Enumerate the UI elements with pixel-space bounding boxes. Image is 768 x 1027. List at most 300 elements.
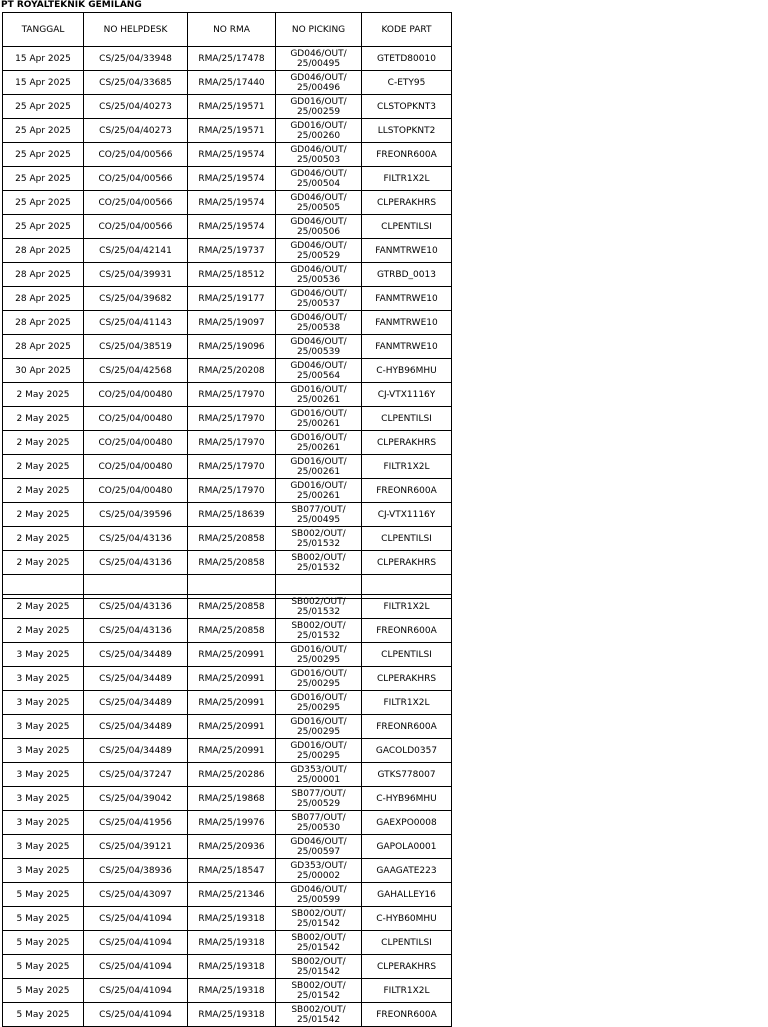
cell-no-helpdesk: CS/25/04/38519 — [84, 335, 188, 359]
table-row — [3, 119, 452, 143]
cell-tanggal: 5 May 2025 — [3, 955, 84, 979]
cell-kode-part: CLPERAKHRS — [362, 955, 452, 979]
cell-no-helpdesk: CO/25/04/00566 — [84, 215, 188, 239]
cell-kode-part: CLSTOPKNT3 — [362, 95, 452, 119]
cell-kode-part: GTKS778007 — [362, 763, 452, 787]
cell-kode-part: FREONR600A — [362, 479, 452, 503]
cell-no-rma: RMA/25/20858 — [188, 551, 276, 575]
picking-line-2: 25/01542 — [296, 1014, 341, 1025]
cell-tanggal: 15 Apr 2025 — [3, 71, 84, 95]
table-row — [3, 359, 452, 383]
picking-line-2: 25/01532 — [296, 562, 341, 573]
picking-line-2: 25/00599 — [296, 894, 341, 905]
cell-kode-part: FILTR1X2L — [362, 455, 452, 479]
cell-kode-part: GTRBD_0013 — [362, 263, 452, 287]
cell-no-rma: RMA/25/17970 — [188, 479, 276, 503]
cell-no-picking — [276, 383, 362, 407]
picking-line-2: 25/01532 — [296, 538, 341, 549]
cell-no-helpdesk: CO/25/04/00480 — [84, 479, 188, 503]
cell-kode-part: CLPENTILSI — [362, 931, 452, 955]
cell-tanggal: 3 May 2025 — [3, 811, 84, 835]
picking-line-1: GD046/OUT/ — [290, 264, 347, 275]
cell-tanggal: 2 May 2025 — [3, 479, 84, 503]
picking-line-2: 25/00496 — [296, 82, 341, 93]
cell-no-picking — [276, 167, 362, 191]
cell-no-picking — [276, 859, 362, 883]
cell-no-rma: RMA/25/18547 — [188, 859, 276, 883]
table-row — [3, 431, 452, 455]
report-table-page-1 — [2, 12, 452, 599]
cell-kode-part: CLPENTILSI — [362, 643, 452, 667]
picking-line-1: GD016/OUT/ — [290, 692, 347, 703]
cell-no-rma: RMA/25/20286 — [188, 763, 276, 787]
cell-tanggal: 3 May 2025 — [3, 835, 84, 859]
cell-tanggal: 3 May 2025 — [3, 715, 84, 739]
cell-no-rma: RMA/25/19318 — [188, 907, 276, 931]
cell-kode-part: FANMTRWE10 — [362, 311, 452, 335]
cell-no-picking — [276, 667, 362, 691]
picking-line-2: 25/00536 — [296, 274, 341, 285]
cell-no-picking — [276, 455, 362, 479]
table-row — [3, 715, 452, 739]
cell-no-helpdesk: CS/25/04/33948 — [84, 47, 188, 71]
table-row — [3, 95, 452, 119]
cell-no-helpdesk: CS/25/04/41094 — [84, 931, 188, 955]
cell-no-picking — [276, 431, 362, 455]
cell-no-rma: RMA/25/19318 — [188, 979, 276, 1003]
cell-no-helpdesk: CS/25/04/43136 — [84, 619, 188, 643]
table-row — [3, 931, 452, 955]
cell-no-rma: RMA/25/20991 — [188, 715, 276, 739]
cell-tanggal: 25 Apr 2025 — [3, 119, 84, 143]
table-row — [3, 907, 452, 931]
cell-no-rma: RMA/25/20858 — [188, 595, 276, 619]
cell-no-rma: RMA/25/19177 — [188, 287, 276, 311]
cell-kode-part: CLPERAKHRS — [362, 431, 452, 455]
cell-no-rma: RMA/25/19318 — [188, 931, 276, 955]
cell-no-rma: RMA/25/20208 — [188, 359, 276, 383]
cell-no-helpdesk: CS/25/04/39682 — [84, 287, 188, 311]
table-row — [3, 71, 452, 95]
table-row — [3, 287, 452, 311]
picking-line-2: 25/00001 — [296, 774, 341, 785]
cell-tanggal: 5 May 2025 — [3, 907, 84, 931]
table-row — [3, 335, 452, 359]
cell-no-helpdesk: CS/25/04/41094 — [84, 907, 188, 931]
picking-line-1: GD046/OUT/ — [290, 884, 347, 895]
cell-no-rma: RMA/25/19574 — [188, 167, 276, 191]
cell-tanggal: 2 May 2025 — [3, 431, 84, 455]
table-row — [3, 763, 452, 787]
picking-line-2: 25/00529 — [296, 250, 341, 261]
cell-tanggal: 5 May 2025 — [3, 979, 84, 1003]
cell-no-rma: RMA/25/20991 — [188, 691, 276, 715]
picking-line-2: 25/01542 — [296, 990, 341, 1001]
cell-no-helpdesk: CO/25/04/00566 — [84, 167, 188, 191]
cell-no-rma: RMA/25/19868 — [188, 787, 276, 811]
cell-no-rma: RMA/25/18639 — [188, 503, 276, 527]
cell-no-picking — [276, 883, 362, 907]
cell-no-picking — [276, 479, 362, 503]
cell-no-helpdesk: CS/25/04/39042 — [84, 787, 188, 811]
cell-no-rma: RMA/25/17970 — [188, 431, 276, 455]
cell-no-picking — [276, 119, 362, 143]
picking-line-2: 25/00295 — [296, 750, 341, 761]
picking-line-2: 25/01532 — [296, 606, 341, 617]
cell-kode-part: C-HYB60MHU — [362, 907, 452, 931]
cell-no-picking — [276, 47, 362, 71]
picking-line-2: 25/00597 — [296, 846, 341, 857]
cell-no-picking — [276, 95, 362, 119]
cell-kode-part: FILTR1X2L — [362, 595, 452, 619]
cell-no-rma: RMA/25/19574 — [188, 215, 276, 239]
picking-line-1: GD353/OUT/ — [290, 764, 347, 775]
cell-no-picking — [276, 263, 362, 287]
cell-no-rma: RMA/25/17970 — [188, 455, 276, 479]
picking-line-1: GD016/OUT/ — [290, 740, 347, 751]
cell-no-picking — [276, 691, 362, 715]
cell-no-helpdesk: CO/25/04/00566 — [84, 191, 188, 215]
cell-no-rma: RMA/25/20858 — [188, 619, 276, 643]
cell-no-picking — [276, 551, 362, 575]
cell-no-rma: RMA/25/20858 — [188, 527, 276, 551]
cell-kode-part: C-HYB96MHU — [362, 359, 452, 383]
cell-tanggal: 2 May 2025 — [3, 527, 84, 551]
cell-no-helpdesk: CS/25/04/41094 — [84, 979, 188, 1003]
picking-line-2: 25/00537 — [296, 298, 341, 309]
cell-no-picking — [276, 643, 362, 667]
cell-no-picking — [276, 287, 362, 311]
cell-no-helpdesk: CS/25/04/41143 — [84, 311, 188, 335]
cell-no-picking — [276, 71, 362, 95]
picking-line-2: 25/00506 — [296, 226, 341, 237]
cell-no-rma: RMA/25/20991 — [188, 667, 276, 691]
table-row — [3, 383, 452, 407]
picking-line-2: 25/00538 — [296, 322, 341, 333]
cell-no-rma: RMA/25/19571 — [188, 95, 276, 119]
report-table-page-2 — [2, 594, 452, 1027]
picking-line-1: GD046/OUT/ — [290, 836, 347, 847]
cell-no-rma: RMA/25/18512 — [188, 263, 276, 287]
cell-no-rma: RMA/25/19096 — [188, 335, 276, 359]
table-row — [3, 455, 452, 479]
cell-tanggal: 28 Apr 2025 — [3, 263, 84, 287]
picking-line-1: GD046/OUT/ — [290, 72, 347, 83]
picking-line-2: 25/00261 — [296, 442, 341, 453]
cell-no-rma: RMA/25/20991 — [188, 739, 276, 763]
cell-kode-part: CJ-VTX1116Y — [362, 383, 452, 407]
cell-no-helpdesk: CS/25/04/43097 — [84, 883, 188, 907]
cell-no-helpdesk: CS/25/04/39596 — [84, 503, 188, 527]
cell-no-rma: RMA/25/19976 — [188, 811, 276, 835]
cell-kode-part: FREONR600A — [362, 619, 452, 643]
cell-kode-part: LLSTOPKNT2 — [362, 119, 452, 143]
picking-line-1: SB002/OUT/ — [291, 552, 346, 563]
cell-no-helpdesk: CO/25/04/00480 — [84, 455, 188, 479]
table-row — [3, 191, 452, 215]
picking-line-1: SB002/OUT/ — [291, 528, 346, 539]
cell-no-helpdesk: CS/25/04/42141 — [84, 239, 188, 263]
cell-no-helpdesk: CS/25/04/38936 — [84, 859, 188, 883]
table-row — [3, 691, 452, 715]
header-kode-part: KODE PART — [362, 13, 452, 47]
picking-line-1: GD046/OUT/ — [290, 144, 347, 155]
cell-no-picking — [276, 335, 362, 359]
cell-no-picking — [276, 811, 362, 835]
picking-line-1: SB002/OUT/ — [291, 956, 346, 967]
picking-line-1: GD016/OUT/ — [290, 480, 347, 491]
cell-tanggal: 30 Apr 2025 — [3, 359, 84, 383]
cell-no-picking — [276, 143, 362, 167]
cell-kode-part: CLPENTILSI — [362, 407, 452, 431]
cell-kode-part: FILTR1X2L — [362, 979, 452, 1003]
picking-line-1: GD353/OUT/ — [290, 860, 347, 871]
cell-no-helpdesk: CS/25/04/42568 — [84, 359, 188, 383]
cell-no-helpdesk: CS/25/04/34489 — [84, 667, 188, 691]
cell-no-picking — [276, 907, 362, 931]
picking-line-1: SB077/OUT/ — [291, 812, 346, 823]
cell-no-helpdesk: CS/25/04/40273 — [84, 119, 188, 143]
cell-no-picking — [276, 595, 362, 619]
cell-no-helpdesk: CS/25/04/34489 — [84, 643, 188, 667]
cell-no-picking — [276, 359, 362, 383]
cell-no-picking — [276, 407, 362, 431]
picking-line-1: SB002/OUT/ — [291, 1004, 346, 1015]
cell-kode-part: GACOLD0357 — [362, 739, 452, 763]
cell-no-picking — [276, 835, 362, 859]
cell-no-picking — [276, 739, 362, 763]
header-no-helpdesk: NO HELPDESK — [84, 13, 188, 47]
cell-tanggal: 28 Apr 2025 — [3, 287, 84, 311]
cell-tanggal: 3 May 2025 — [3, 859, 84, 883]
table-row — [3, 479, 452, 503]
table-row — [3, 619, 452, 643]
cell-tanggal: 25 Apr 2025 — [3, 215, 84, 239]
cell-tanggal: 2 May 2025 — [3, 595, 84, 619]
table-header-row — [3, 13, 452, 47]
cell-tanggal: 28 Apr 2025 — [3, 239, 84, 263]
picking-line-1: GD046/OUT/ — [290, 336, 347, 347]
table-row — [3, 1003, 452, 1027]
cell-no-rma: RMA/25/19571 — [188, 119, 276, 143]
cell-tanggal: 5 May 2025 — [3, 931, 84, 955]
cell-no-rma: RMA/25/17970 — [188, 407, 276, 431]
table-row — [3, 739, 452, 763]
table-row — [3, 239, 452, 263]
company-title: PT ROYALTEKNIK GEMILANG — [1, 0, 142, 10]
table-row — [3, 643, 452, 667]
cell-tanggal: 3 May 2025 — [3, 787, 84, 811]
picking-line-2: 25/00295 — [296, 726, 341, 737]
cell-no-rma: RMA/25/20936 — [188, 835, 276, 859]
cell-tanggal: 3 May 2025 — [3, 739, 84, 763]
table-row — [3, 215, 452, 239]
cell-no-picking — [276, 215, 362, 239]
cell-tanggal: 3 May 2025 — [3, 667, 84, 691]
picking-line-2: 25/00259 — [296, 106, 341, 117]
picking-line-1: GD016/OUT/ — [290, 96, 347, 107]
cell-kode-part: FREONR600A — [362, 143, 452, 167]
cell-tanggal: 25 Apr 2025 — [3, 95, 84, 119]
cell-tanggal: 25 Apr 2025 — [3, 167, 84, 191]
cell-kode-part: CLPENTILSI — [362, 527, 452, 551]
cell-kode-part: CLPERAKHRS — [362, 551, 452, 575]
cell-no-rma: RMA/25/19737 — [188, 239, 276, 263]
cell-no-helpdesk: CS/25/04/39931 — [84, 263, 188, 287]
cell-no-rma: RMA/25/19574 — [188, 191, 276, 215]
picking-line-2: 25/01532 — [296, 630, 341, 641]
picking-line-2: 25/00530 — [296, 822, 341, 833]
cell-tanggal: 2 May 2025 — [3, 503, 84, 527]
cell-kode-part: GAEXPO0008 — [362, 811, 452, 835]
header-tanggal: TANGGAL — [3, 13, 84, 47]
picking-line-1: GD046/OUT/ — [290, 312, 347, 323]
picking-line-1: GD016/OUT/ — [290, 120, 347, 131]
picking-line-2: 25/00504 — [296, 178, 341, 189]
cell-no-helpdesk: CO/25/04/00480 — [84, 407, 188, 431]
cell-no-helpdesk: CS/25/04/41094 — [84, 955, 188, 979]
picking-line-2: 25/00495 — [296, 58, 341, 69]
header-no-picking: NO PICKING — [276, 13, 362, 47]
picking-line-1: GD016/OUT/ — [290, 644, 347, 655]
cell-no-helpdesk: CS/25/04/43136 — [84, 551, 188, 575]
picking-line-2: 25/00539 — [296, 346, 341, 357]
picking-line-1: GD046/OUT/ — [290, 48, 347, 59]
cell-no-picking — [276, 527, 362, 551]
cell-kode-part: FILTR1X2L — [362, 691, 452, 715]
cell-no-picking — [276, 191, 362, 215]
cell-no-helpdesk: CS/25/04/40273 — [84, 95, 188, 119]
picking-line-1: SB002/OUT/ — [291, 596, 346, 607]
cell-kode-part: FANMTRWE10 — [362, 335, 452, 359]
picking-line-2: 25/00261 — [296, 466, 341, 477]
cell-tanggal: 25 Apr 2025 — [3, 143, 84, 167]
table-row — [3, 667, 452, 691]
cell-kode-part: FILTR1X2L — [362, 167, 452, 191]
cell-kode-part: GTETD80010 — [362, 47, 452, 71]
cell-kode-part: CLPENTILSI — [362, 215, 452, 239]
cell-no-rma: RMA/25/17440 — [188, 71, 276, 95]
cell-kode-part: CLPERAKHRS — [362, 191, 452, 215]
picking-line-1: GD046/OUT/ — [290, 216, 347, 227]
table-row — [3, 955, 452, 979]
cell-no-helpdesk: CO/25/04/00480 — [84, 383, 188, 407]
cell-kode-part: FANMTRWE10 — [362, 287, 452, 311]
table-row — [3, 503, 452, 527]
picking-line-1: SB002/OUT/ — [291, 932, 346, 943]
picking-line-1: GD046/OUT/ — [290, 288, 347, 299]
cell-tanggal: 5 May 2025 — [3, 883, 84, 907]
cell-no-rma: RMA/25/19097 — [188, 311, 276, 335]
picking-line-2: 25/00261 — [296, 418, 341, 429]
cell-no-picking — [276, 715, 362, 739]
picking-line-1: SB077/OUT/ — [291, 788, 346, 799]
picking-line-2: 25/01542 — [296, 942, 341, 953]
cell-no-rma: RMA/25/19318 — [188, 955, 276, 979]
cell-tanggal: 3 May 2025 — [3, 691, 84, 715]
picking-line-1: GD016/OUT/ — [290, 668, 347, 679]
table-row — [3, 47, 452, 71]
table-row — [3, 595, 452, 619]
picking-line-2: 25/00503 — [296, 154, 341, 165]
cell-no-picking — [276, 979, 362, 1003]
cell-no-helpdesk: CS/25/04/43136 — [84, 595, 188, 619]
picking-line-2: 25/00295 — [296, 654, 341, 665]
cell-tanggal: 3 May 2025 — [3, 763, 84, 787]
cell-no-helpdesk: CS/25/04/39121 — [84, 835, 188, 859]
cell-kode-part: CJ-VTX1116Y — [362, 503, 452, 527]
picking-line-1: GD046/OUT/ — [290, 192, 347, 203]
picking-line-1: GD016/OUT/ — [290, 716, 347, 727]
cell-no-helpdesk: CS/25/04/34489 — [84, 691, 188, 715]
cell-tanggal: 15 Apr 2025 — [3, 47, 84, 71]
cell-no-rma: RMA/25/17478 — [188, 47, 276, 71]
cell-no-rma: RMA/25/19318 — [188, 1003, 276, 1027]
cell-no-picking — [276, 763, 362, 787]
picking-line-1: GD016/OUT/ — [290, 384, 347, 395]
table-row — [3, 811, 452, 835]
cell-kode-part: GAAGATE223 — [362, 859, 452, 883]
picking-line-2: 25/00260 — [296, 130, 341, 141]
picking-line-1: GD016/OUT/ — [290, 432, 347, 443]
picking-line-2: 25/00261 — [296, 490, 341, 501]
table-row — [3, 551, 452, 575]
cell-kode-part: CLPERAKHRS — [362, 667, 452, 691]
table-row — [3, 143, 452, 167]
table-row — [3, 835, 452, 859]
table-row — [3, 167, 452, 191]
cell-no-rma: RMA/25/17970 — [188, 383, 276, 407]
picking-line-1: GD016/OUT/ — [290, 408, 347, 419]
cell-kode-part: FREONR600A — [362, 715, 452, 739]
cell-tanggal: 28 Apr 2025 — [3, 335, 84, 359]
cell-no-picking — [276, 311, 362, 335]
table-row — [3, 311, 452, 335]
cell-kode-part: FREONR600A — [362, 1003, 452, 1027]
cell-tanggal: 28 Apr 2025 — [3, 311, 84, 335]
cell-no-helpdesk: CS/25/04/34489 — [84, 715, 188, 739]
picking-line-2: 25/00529 — [296, 798, 341, 809]
cell-tanggal: 25 Apr 2025 — [3, 191, 84, 215]
cell-tanggal: 2 May 2025 — [3, 455, 84, 479]
picking-line-2: 25/00564 — [296, 370, 341, 381]
cell-kode-part: GAHALLEY16 — [362, 883, 452, 907]
cell-no-picking — [276, 239, 362, 263]
table-row — [3, 979, 452, 1003]
cell-no-picking — [276, 955, 362, 979]
table-row — [3, 859, 452, 883]
picking-line-2: 25/00495 — [296, 514, 341, 525]
table-row — [3, 263, 452, 287]
cell-no-rma: RMA/25/21346 — [188, 883, 276, 907]
cell-no-helpdesk: CS/25/04/34489 — [84, 739, 188, 763]
picking-line-2: 25/00295 — [296, 678, 341, 689]
cell-no-helpdesk: CS/25/04/41956 — [84, 811, 188, 835]
cell-tanggal: 2 May 2025 — [3, 619, 84, 643]
cell-no-helpdesk: CO/25/04/00566 — [84, 143, 188, 167]
cell-no-rma: RMA/25/19574 — [188, 143, 276, 167]
cell-no-picking — [276, 619, 362, 643]
cell-no-helpdesk: CO/25/04/00480 — [84, 431, 188, 455]
cell-tanggal: 3 May 2025 — [3, 643, 84, 667]
cell-kode-part: C-ETY95 — [362, 71, 452, 95]
picking-line-1: SB002/OUT/ — [291, 908, 346, 919]
table-row — [3, 883, 452, 907]
cell-tanggal: 2 May 2025 — [3, 383, 84, 407]
cell-no-picking — [276, 931, 362, 955]
picking-line-1: GD046/OUT/ — [290, 240, 347, 251]
table-row — [3, 527, 452, 551]
